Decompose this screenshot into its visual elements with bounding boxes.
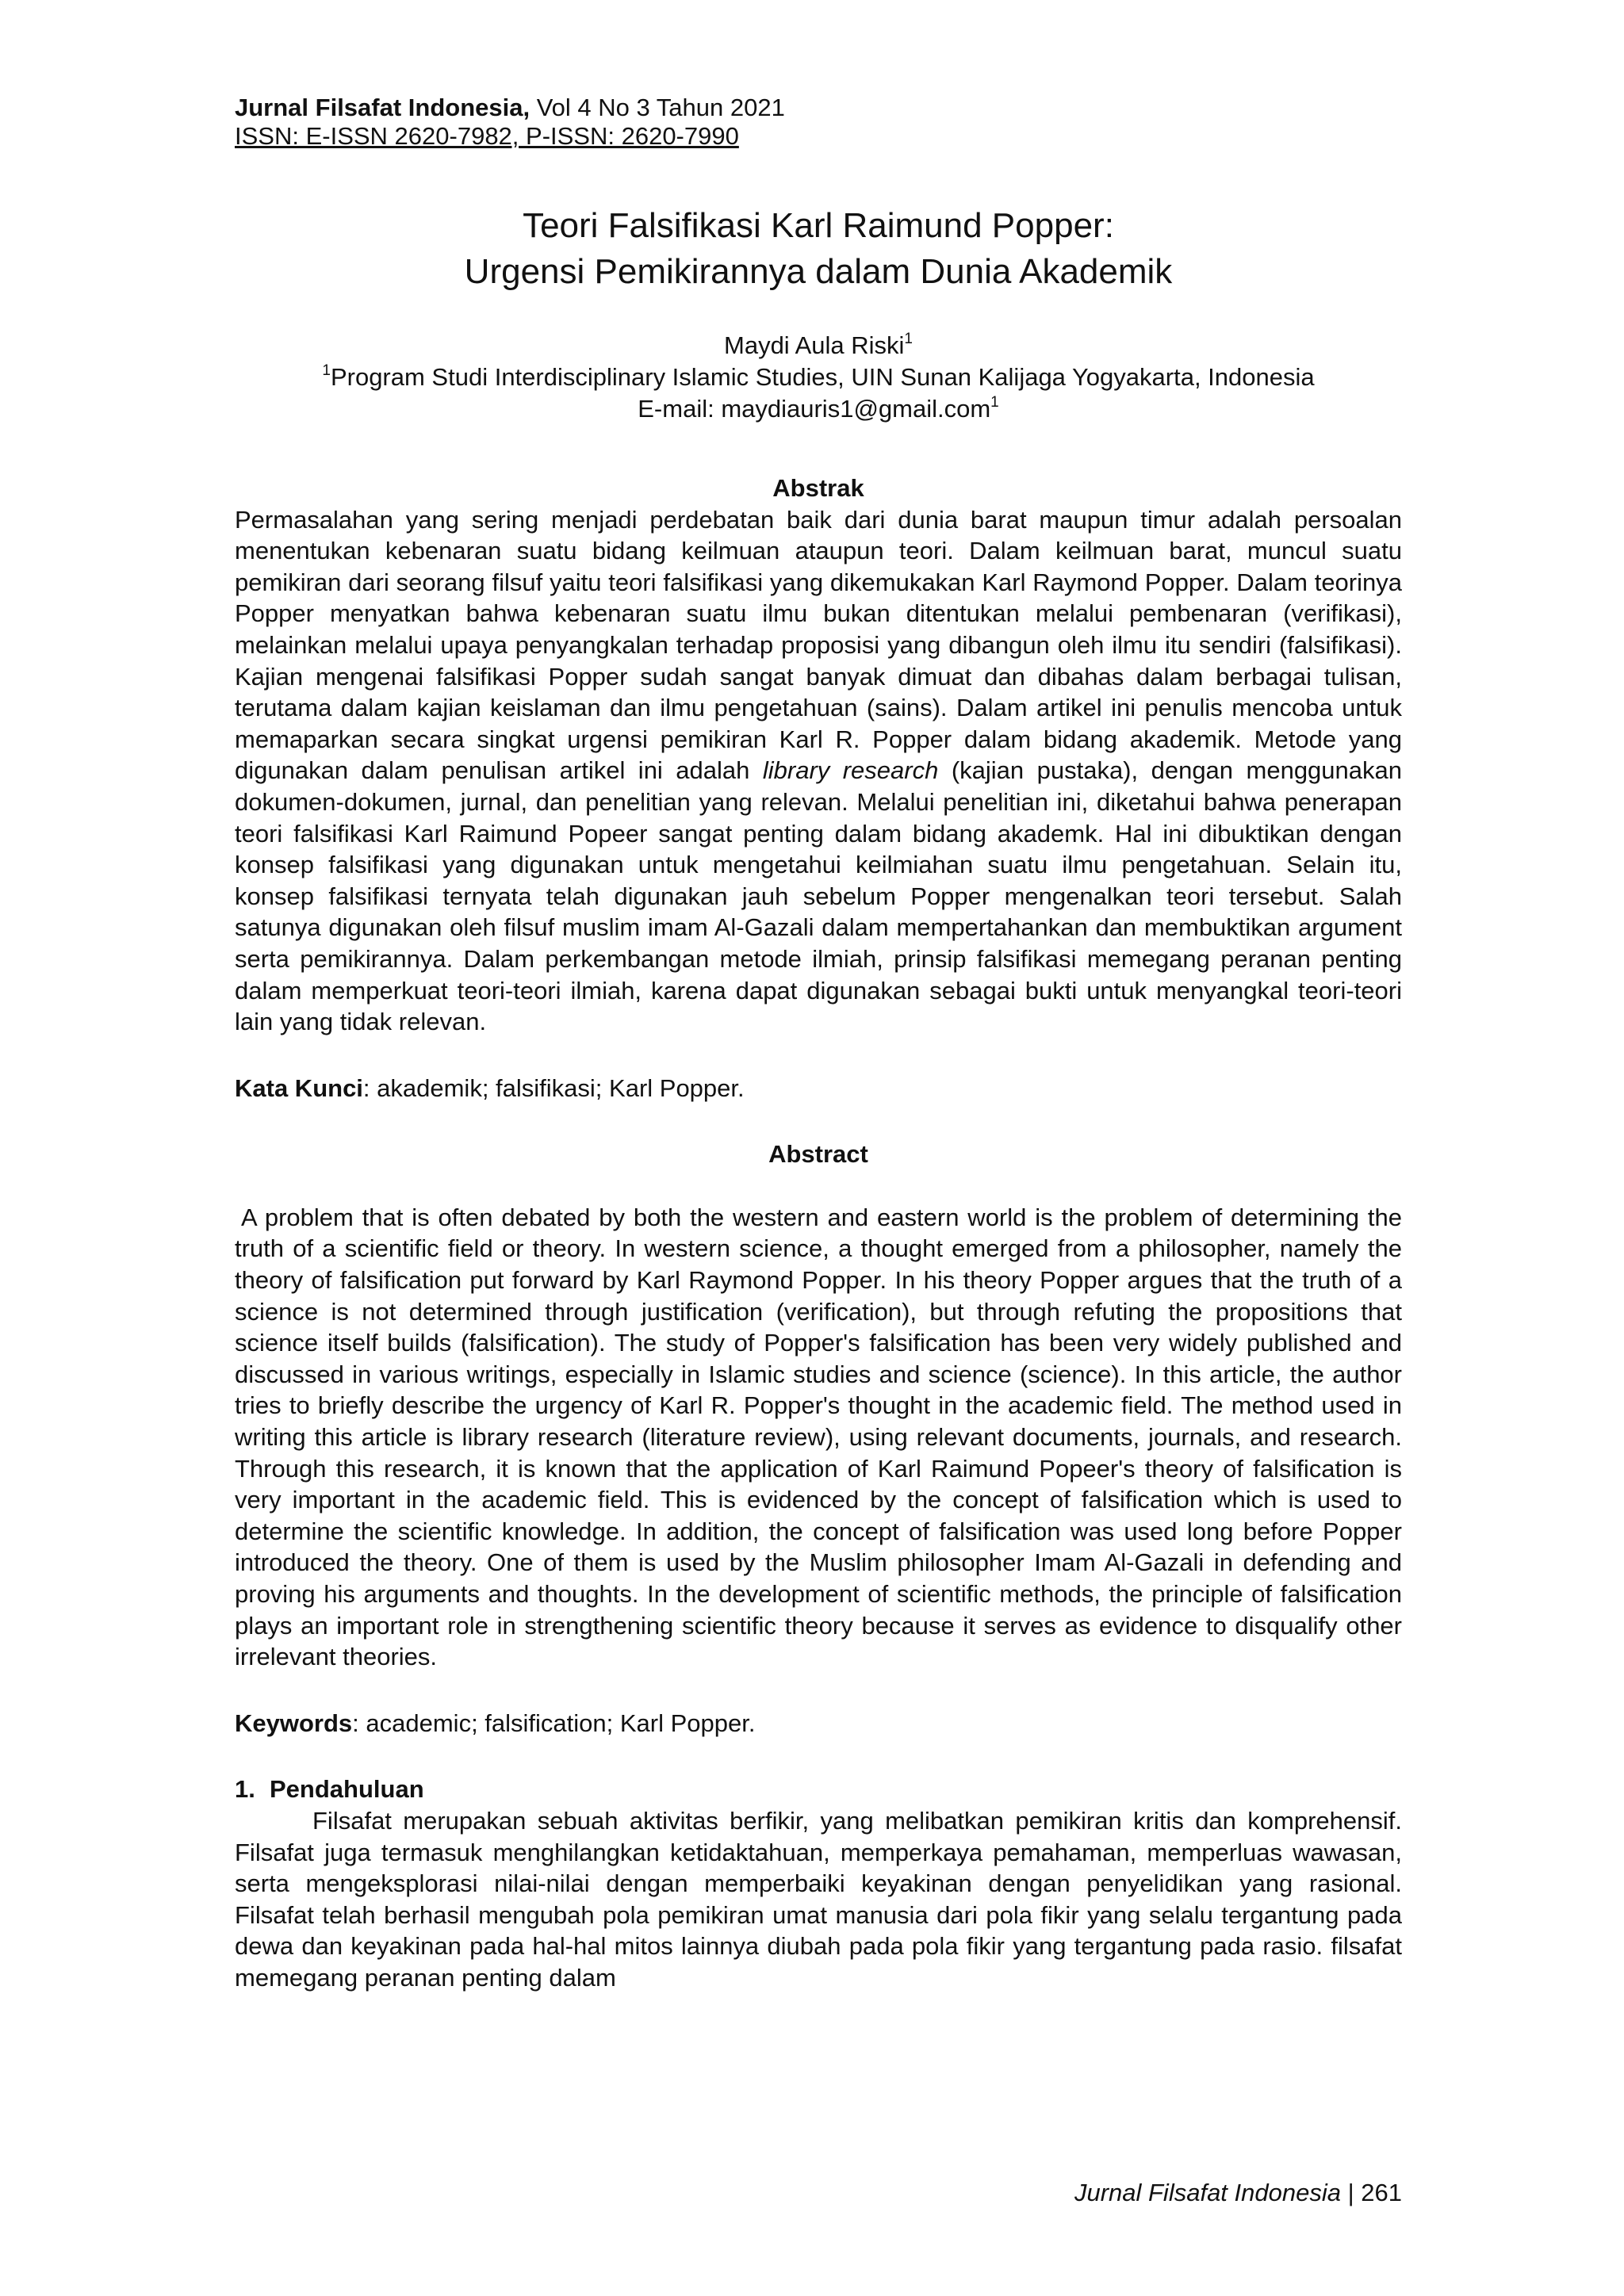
author-email: E-mail: maydiauris1@gmail.com	[638, 395, 991, 423]
affiliation: Program Studi Interdisciplinary Islamic Studies, UIN Sunan Kalijaga Yogyakarta, Indonesia	[330, 363, 1315, 391]
abstract-heading: Abstract	[768, 1140, 868, 1169]
kata-kunci-label: Kata Kunci	[235, 1073, 363, 1102]
author-name: Maydi Aula Riski	[724, 331, 905, 359]
introduction-body: Filsafat merupakan sebuah aktivitas berfikir, yang melibatkan pemikiran kritis dan komprehensif. Filsafat juga termasuk menghilangkan ketidaktahuan, memperkaya pemahaman, memperluas wawasan, serta mengeksplorasi nilai-nilai dengan memperbaiki keyakinan dengan penyelidikan yang rasional. Filsafat telah berhasil mengubah pola pemikiran umat manusia dari pola fikir yang selalu tergantung pada dewa dan keyakinan pada hal-hal mitos lainnya diubah pada pola fikir yang tergantung pada rasio. filsafat memegang peranan penting dalam	[235, 1806, 1402, 1992]
page-number: 261	[1361, 2179, 1402, 2206]
page-footer	[1074, 2179, 1402, 2207]
issn-line	[235, 122, 1402, 151]
kata-kunci-line	[235, 1073, 1402, 1104]
journal-header	[235, 94, 1402, 122]
author-sup: 1	[904, 330, 913, 347]
abstrak-heading: Abstrak	[772, 474, 864, 502]
affiliation-line	[235, 362, 1402, 393]
email-sup: 1	[990, 393, 999, 411]
keywords-label: Keywords	[235, 1709, 353, 1737]
affiliation-sup: 1	[322, 362, 331, 379]
title-line-2: Urgensi Pemikirannya dalam Dunia Akademik	[464, 252, 1173, 291]
paper-content	[235, 94, 1402, 1994]
journal-name: Jurnal Filsafat Indonesia,	[235, 94, 530, 121]
abstrak-body	[235, 504, 1402, 1038]
section-number: 1.	[235, 1775, 255, 1804]
paper-title	[235, 203, 1402, 295]
footer-journal-name: Jurnal Filsafat Indonesia	[1074, 2179, 1341, 2206]
author-name-line	[235, 330, 1402, 362]
author-block	[235, 330, 1402, 425]
footer-separator: |	[1340, 2179, 1362, 2206]
abstrak-text-part-1: Permasalahan yang sering menjadi perdebatan baik dari dunia barat maupun timur adalah persoalan menentukan kebenaran suatu bidang keilmuan ataupun teori. Dalam keilmuan barat, muncul suatu pemikiran dari seorang filsuf yaitu teori falsifikasi yang dikemukakan Karl Raymond Popper. Dalam teorinya Popper menyatkan bahwa kebenaran suatu ilmu bukan ditentukan melalui pembenaran (verifikasi), melainkan melalui upaya penyangkalan terhadap proposisi yang dibangun oleh ilmu itu sendiri (falsifikasi). Kajian mengenai falsifikasi Popper sudah sangat banyak dimuat dan dibahas dalam berbagai tulisan, terutama dalam kajian keislaman dan ilmu pengetahuan (sains). Dalam artikel ini penulis mencoba untuk memaparkan secara singkat urgensi pemikiran Karl R. Popper dalam bidang akademik. Metode yang digunakan dalam penulisan artikel ini adalah	[235, 505, 1402, 785]
section-heading-introduction	[235, 1774, 1402, 1805]
volume-info: Vol 4 No 3 Tahun 2021	[530, 94, 785, 121]
email-line	[235, 393, 1402, 425]
abstract-body: A problem that is often debated by both the western and eastern world is the problem of determining the truth of a scientific field or theory. In western science, a thought emerged from a philosopher, namely the theory of falsification put forward by Karl Raymond Popper. In his theory Popper argues that the truth of a science is not determined through justification (verification), but through refuting the propositions that science itself builds (falsification). The study of Popper's falsification has been very widely published and discussed in various writings, especially in Islamic studies and science (science). In this article, the author tries to briefly describe the urgency of Karl R. Popper's thought in the academic field. The method used in writing this article is library research (literature review), using relevant documents, journals, and research. Through this research, it is known that the application of Karl Raimund Popeer's theory of falsification is very important in the academic field. This is evidenced by the concept of falsification which is used to determine the scientific knowledge. In addition, the concept of falsification was used long before Popper introduced the theory. One of them is used by the Muslim philosopher Imam Al-Gazali in defending and proving his arguments and thoughts. In the development of scientific methods, the principle of falsification plays an important role in strengthening scientific theory because it serves as evidence to disqualify other irrelevant theories.	[235, 1203, 1402, 1671]
issn: ISSN: E-ISSN 2620-7982, P-ISSN: 2620-7990	[235, 122, 739, 150]
abstrak-text-italic: library research	[762, 756, 939, 785]
keywords-values: : academic; falsification; Karl Popper.	[352, 1709, 756, 1737]
section-title: Pendahuluan	[270, 1775, 424, 1804]
keywords-line	[235, 1708, 1402, 1739]
kata-kunci-values: : akademik; falsifikasi; Karl Popper.	[362, 1073, 745, 1102]
abstrak-text-part-2: (kajian pustaka), dengan menggunakan dokumen-dokumen, jurnal, dan penelitian yang relevan. Melalui penelitian ini, diketahui bahwa penerapan teori falsifikasi Karl Raimund Popeer sangat penting dalam bidang akademk. Hal ini dibuktikan dengan konsep falsifikasi yang digunakan untuk mengetahui keilmiahan suatu ilmu pengetahuan. Selain itu, konsep falsifikasi ternyata telah digunakan jauh sebelum Popper mengenalkan teori tersebut. Salah satunya digunakan oleh filsuf muslim imam Al-Gazali dalam mempertahankan dan membuktikan argument serta pemikirannya. Dalam perkembangan metode ilmiah, prinsip falsifikasi memegang peranan penting dalam memperkuat teori-teori ilmiah, karena dapat digunakan sebagai bukti untuk menyangkal teori-teori lain yang tidak relevan.	[235, 756, 1402, 1036]
title-line-1: Teori Falsifikasi Karl Raimund Popper:	[523, 206, 1114, 245]
